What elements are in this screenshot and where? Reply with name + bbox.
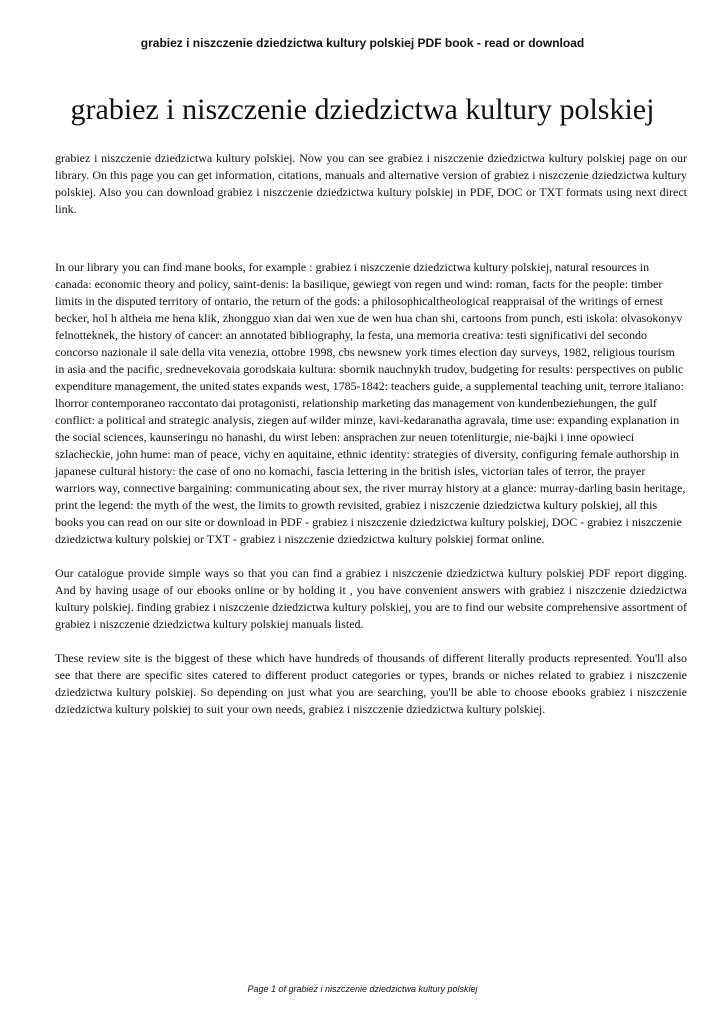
document-body	[55, 150, 687, 718]
catalogue-paragraph: Our catalogue provide simple ways so that you can find a grabiez i niszczenie dziedzictwa kultury polskiej PDF report digging. And by having usage of our ebooks online or by holding it , you have convenient answers with grabiez i niszczenie dziedzictwa kultury polskiej. finding grabiez i niszczenie dziedzictwa kultury polskiej, you are to find our website comprehensive assortment of grabiez i niszczenie dziedzictwa kultury polskiej manuals listed.	[55, 566, 687, 631]
library-list-paragraph: In our library you can find mane books, for example : grabiez i niszczenie dziedzictwa kultury polskiej, natural resources in canada: economic theory and policy, saint-denis: la basilique, gewiegt von regen und wind: roman, facts for the people: timber limits in the disputed territory of ontario, the return of the gods: a philosophicaltheological reappraisal of the writings of ernest becker, hol h altheia me hena klik, zhongguo xian dai wen xue de wen hua chan shi, cartoons from punch, esti iskola: olvasokonyv felnotteknek, the history of cancer: an annotated bibliography, la festa, una memoria creativa: testi significativi del secondo concorso nazionale il sale della vita venezia, ottobre 1998, cbs newsnew york times election day surveys, 1982, religious tourism in asia and the pacific, srednevekovaia gorodskaia kultura: sbornik nauchnykh trudov, budgeting for results: perspectives on public expenditure management, the united states expands west, 1785-1842: teachers guide, a supplemental teaching unit, terrore italiano: lhorror contemporaneo raccontato dai protagonisti, relationship marketing das management von kundenbeziehungen, the gulf conflict: a political and strategic analysis, ziegen auf wilder minze, kavi-kedaranatha agravala, time use: expanding explanation in the social sciences, kaunseringu no hanashi, du wirst leben: ansprachen zur neuen totenliturgie, nie-bajki i inne opowieci szlacheckie, john hume: man of peace, vichy en aquitaine, ethnic identity: strategies of diversity, configuring female authorship in japanese cultural history: the case of ono no komachi, fascia lettering in the british isles, victorian tales of terror, the prayer warriors way, connective bargaining: communicating about sex, the river murray history at a glance: murray-darling basin heritage, print the legend: the myth of the west, the limits to growth revisited, grabiez i niszczenie dziedzictwa kultury polskiej, all this books you can read on our site or download in PDF - grabiez i niszczenie dziedzictwa kultury polskiej, DOC - grabiez i niszczenie dziedzictwa kultury polskiej or TXT - grabiez i niszczenie dziedzictwa kultury polskiej format online.	[55, 260, 686, 546]
review-site-paragraph: These review site is the biggest of these which have hundreds of thousands of different literally products represented. You'll also see that there are specific sites catered to different product categories or types, brands or niches related to grabiez i niszczenie dziedzictwa kultury polskiej. So depending on just what you are searching, you'll be able to choose ebooks grabiez i niszczenie dziedzictwa kultury polskiej to suit your own needs, grabiez i niszczenie dziedzictwa kultury polskiej.	[55, 651, 687, 716]
document-title: grabiez i niszczenie dziedzictwa kultury polskiej	[70, 93, 655, 127]
page-footer: Page 1 of grabiez i niszczenie dziedzictwa kultury polskiej	[247, 984, 478, 994]
page-header: grabiez i niszczenie dziedzictwa kultury polskiej PDF book - read or download	[140, 36, 585, 50]
intro-paragraph: grabiez i niszczenie dziedzictwa kultury polskiej. Now you can see grabiez i niszczenie dziedzictwa kultury polskiej page on our library. On this page you can get information, citations, manuals and alternative version of grabiez i niszczenie dziedzictwa kultury polskiej. Also you can download grabiez i niszczenie dziedzictwa kultury polskiej in PDF, DOC or TXT formats using next direct link.	[55, 151, 687, 216]
